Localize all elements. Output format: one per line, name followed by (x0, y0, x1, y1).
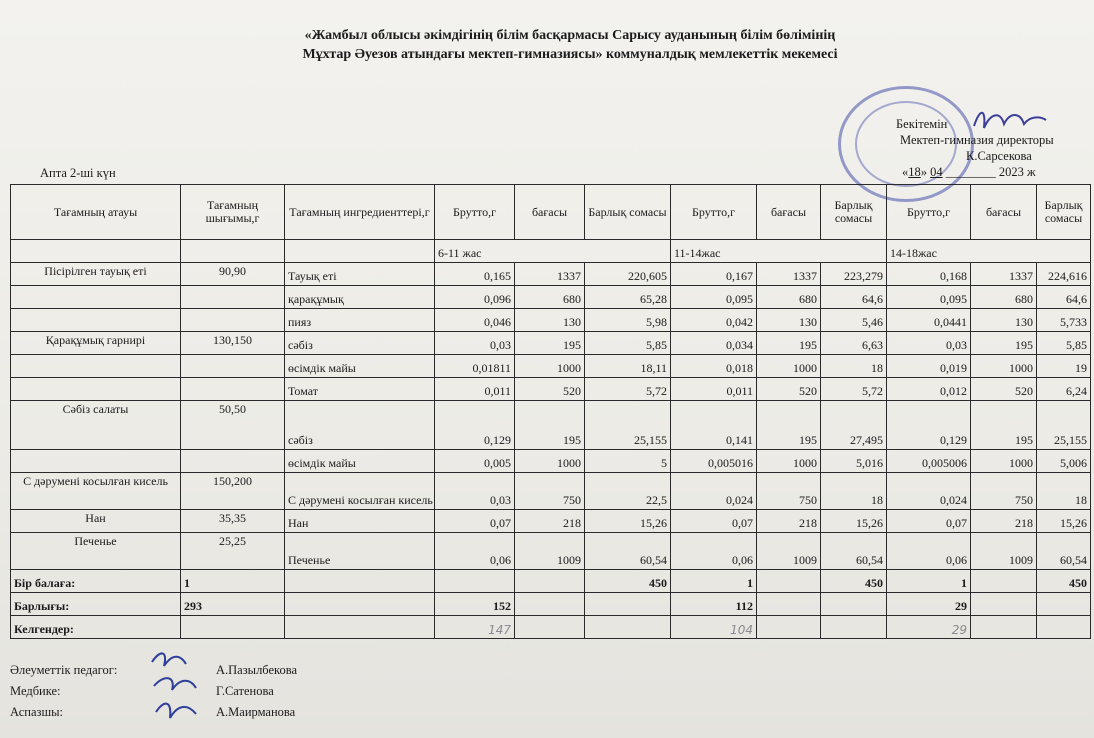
brutto-cell: 0,042 (671, 309, 757, 332)
per-child-total: 450 (585, 570, 671, 593)
price-cell: 218 (971, 510, 1037, 533)
total-cell: 60,54 (821, 533, 887, 570)
total-cell: 64,6 (821, 286, 887, 309)
date-day: 18 (908, 165, 921, 179)
came-row (11, 616, 1091, 639)
price-cell: 195 (757, 401, 821, 450)
age-group: 11-14жас (671, 240, 887, 263)
brutto-cell: 0,165 (435, 263, 515, 286)
ingredient-name: Нан (285, 510, 435, 533)
cook-name: А.Маирманова (216, 705, 296, 719)
dish-yield (181, 378, 285, 401)
brutto-cell: 0,095 (671, 286, 757, 309)
total-cell: 18 (821, 473, 887, 510)
price-cell: 520 (971, 378, 1037, 401)
per-child-count: 1 (181, 570, 285, 593)
per-child-count: 1 (671, 570, 757, 593)
total-cell: 224,616 (1037, 263, 1091, 286)
dish-name: С дәрумені косылған кисель (11, 473, 181, 510)
total-cell: 5,85 (585, 332, 671, 355)
brutto-cell: 0,005006 (887, 450, 971, 473)
dish-name (11, 450, 181, 473)
price-cell: 195 (515, 401, 585, 450)
col-price: бағасы (515, 185, 585, 240)
approval-name: К.Сарсекова (966, 149, 1032, 163)
header-line-1: «Жамбыл облысы әкімдігінің білім басқармасы Сарысу ауданының білім бөлімінің (304, 28, 836, 43)
price-cell: 195 (757, 332, 821, 355)
day-label: Апта 2-ші күн (40, 166, 116, 180)
brutto-cell: 0,095 (887, 286, 971, 309)
total-cell: 5,72 (585, 378, 671, 401)
came-label: Келгендер: (11, 616, 181, 639)
table-row (11, 473, 1091, 510)
brutto-cell: 0,141 (671, 401, 757, 450)
dish-yield: 150,200 (181, 473, 285, 510)
col-dish: Тағамның атауы (11, 185, 181, 240)
ingredient-name: қарақұмық (285, 286, 435, 309)
total-cell: 25,155 (585, 401, 671, 450)
dish-yield: 35,35 (181, 510, 285, 533)
dish-yield (181, 286, 285, 309)
total-cell: 5,46 (821, 309, 887, 332)
brutto-cell: 0,034 (671, 332, 757, 355)
brutto-cell: 0,024 (887, 473, 971, 510)
price-cell: 750 (515, 473, 585, 510)
pedagog-label: Әлеуметтік педагог: (10, 663, 118, 677)
age-group: 6-11 жас (435, 240, 671, 263)
total-cell: 15,26 (1037, 510, 1091, 533)
col-total: Барлық сомасы (1037, 185, 1091, 240)
ingredient-name: Тауық еті (285, 263, 435, 286)
price-cell: 1009 (971, 533, 1037, 570)
price-cell: 520 (757, 378, 821, 401)
price-cell: 1000 (971, 450, 1037, 473)
table-row (11, 286, 1091, 309)
cook-label: Аспазшы: (10, 705, 63, 719)
brutto-cell: 0,06 (435, 533, 515, 570)
total-cell: 65,28 (585, 286, 671, 309)
brutto-cell: 0,019 (887, 355, 971, 378)
price-cell: 195 (515, 332, 585, 355)
table-row (11, 263, 1091, 286)
price-cell: 1337 (515, 263, 585, 286)
price-cell: 680 (515, 286, 585, 309)
dish-name (11, 309, 181, 332)
dish-name (11, 355, 181, 378)
price-cell: 130 (757, 309, 821, 332)
total-cell: 5,006 (1037, 450, 1091, 473)
total-cell: 60,54 (585, 533, 671, 570)
total-all: 293 (181, 593, 285, 616)
dish-yield (181, 355, 285, 378)
total-group: 29 (887, 593, 971, 616)
dish-yield (181, 450, 285, 473)
brutto-cell: 0,005 (435, 450, 515, 473)
pedagog-name: А.Пазылбекова (216, 663, 298, 677)
price-cell: 130 (515, 309, 585, 332)
total-cell: 5,85 (1037, 332, 1091, 355)
date-year: 2023 ж (998, 165, 1036, 179)
price-cell: 750 (757, 473, 821, 510)
price-cell: 195 (971, 401, 1037, 450)
per-child-total: 450 (821, 570, 887, 593)
brutto-cell: 0,011 (671, 378, 757, 401)
dish-name (11, 286, 181, 309)
ingredient-name: С дәрумені косылған кисель (285, 473, 435, 510)
col-ingredients: Тағамның ингредиенттері,г (285, 185, 435, 240)
price-cell: 680 (757, 286, 821, 309)
approval-date: «18» 04 ________ 2023 ж (902, 165, 1036, 179)
header-line-2: Мұхтар Әуезов атындағы мектеп-гимназиясы» коммуналдық мемлекеттік мекемесі (302, 47, 838, 62)
col-yield: Тағамның шығымы,г (181, 185, 285, 240)
approval-title: Бекітемін (896, 117, 948, 131)
nurse-label: Медбике: (10, 684, 61, 698)
ingredient-name: сәбіз (285, 401, 435, 450)
ingredient-name: Томат (285, 378, 435, 401)
ingredient-name: өсімдік майы (285, 450, 435, 473)
col-brutto: Брутто,г (671, 185, 757, 240)
brutto-cell: 0,046 (435, 309, 515, 332)
brutto-cell: 0,07 (671, 510, 757, 533)
price-cell: 1000 (971, 355, 1037, 378)
dish-yield: 50,50 (181, 401, 285, 450)
total-cell: 18,11 (585, 355, 671, 378)
price-cell: 1009 (515, 533, 585, 570)
total-cell: 6,24 (1037, 378, 1091, 401)
header-row (11, 185, 1091, 240)
dish-name: Қарақұмық гарнирі (11, 332, 181, 355)
dish-name: Печенье (11, 533, 181, 570)
total-cell: 5,733 (1037, 309, 1091, 332)
table-row (11, 401, 1091, 450)
ingredient-name: сәбіз (285, 332, 435, 355)
dish-name (11, 378, 181, 401)
dish-yield (181, 309, 285, 332)
price-cell: 218 (515, 510, 585, 533)
brutto-cell: 0,07 (435, 510, 515, 533)
came-group: 29 (887, 616, 971, 639)
brutto-cell: 0,012 (887, 378, 971, 401)
approval-position: Мектеп-гимназия директоры (900, 133, 1054, 147)
brutto-cell: 0,129 (887, 401, 971, 450)
price-cell: 1337 (971, 263, 1037, 286)
dish-yield: 90,90 (181, 263, 285, 286)
menu-table (10, 184, 1091, 639)
ingredient-name: Печенье (285, 533, 435, 570)
total-cell: 18 (1037, 473, 1091, 510)
table-row (11, 533, 1091, 570)
price-cell: 218 (757, 510, 821, 533)
brutto-cell: 0,018 (671, 355, 757, 378)
price-cell: 750 (971, 473, 1037, 510)
table-row (11, 309, 1091, 332)
document-header (160, 26, 980, 64)
total-group: 112 (671, 593, 757, 616)
total-cell: 60,54 (1037, 533, 1091, 570)
price-cell: 130 (971, 309, 1037, 332)
total-cell: 5,016 (821, 450, 887, 473)
table-row (11, 355, 1091, 378)
brutto-cell: 0,011 (435, 378, 515, 401)
col-brutto: Брутто,г (435, 185, 515, 240)
total-cell: 220,605 (585, 263, 671, 286)
price-cell: 1337 (757, 263, 821, 286)
footer-signatures (10, 660, 297, 723)
total-cell: 25,155 (1037, 401, 1091, 450)
dish-yield: 130,150 (181, 332, 285, 355)
col-price: бағасы (757, 185, 821, 240)
total-group: 152 (435, 593, 515, 616)
brutto-cell: 0,03 (887, 332, 971, 355)
total-cell: 22,5 (585, 473, 671, 510)
ingredient-name: өсімдік майы (285, 355, 435, 378)
dish-name: Сәбіз салаты (11, 401, 181, 450)
col-price: бағасы (971, 185, 1037, 240)
ingredient-name: пияз (285, 309, 435, 332)
total-cell: 5,98 (585, 309, 671, 332)
per-child-total: 450 (1037, 570, 1091, 593)
price-cell: 195 (971, 332, 1037, 355)
total-cell: 64,6 (1037, 286, 1091, 309)
price-cell: 1000 (515, 355, 585, 378)
nurse-name: Г.Сатенова (216, 684, 274, 698)
came-group: 147 (435, 616, 515, 639)
came-group: 104 (671, 616, 757, 639)
table-body (11, 263, 1091, 570)
price-cell: 1000 (757, 450, 821, 473)
brutto-cell: 0,167 (671, 263, 757, 286)
table-row (11, 510, 1091, 533)
total-cell: 27,495 (821, 401, 887, 450)
date-month: 04 (930, 165, 943, 179)
per-child-row (11, 570, 1091, 593)
brutto-cell: 0,06 (887, 533, 971, 570)
col-total: Барлық сомасы (585, 185, 671, 240)
price-cell: 520 (515, 378, 585, 401)
price-cell: 1000 (515, 450, 585, 473)
price-cell: 1000 (757, 355, 821, 378)
brutto-cell: 0,024 (671, 473, 757, 510)
table-row (11, 332, 1091, 355)
table-row (11, 450, 1091, 473)
total-cell: 15,26 (585, 510, 671, 533)
total-cell: 5 (585, 450, 671, 473)
dish-yield: 25,25 (181, 533, 285, 570)
per-child-label: Бір балаға: (11, 570, 181, 593)
per-child-count: 1 (887, 570, 971, 593)
price-cell: 1009 (757, 533, 821, 570)
brutto-cell: 0,07 (887, 510, 971, 533)
brutto-cell: 0,096 (435, 286, 515, 309)
total-row (11, 593, 1091, 616)
brutto-cell: 0,06 (671, 533, 757, 570)
dish-name: Пісірілген тауық еті (11, 263, 181, 286)
age-row (11, 240, 1091, 263)
col-brutto: Брутто,г (887, 185, 971, 240)
dish-name: Нан (11, 510, 181, 533)
brutto-cell: 0,129 (435, 401, 515, 450)
brutto-cell: 0,0441 (887, 309, 971, 332)
brutto-cell: 0,03 (435, 473, 515, 510)
total-cell: 19 (1037, 355, 1091, 378)
brutto-cell: 0,03 (435, 332, 515, 355)
total-cell: 18 (821, 355, 887, 378)
total-label: Барлығы: (11, 593, 181, 616)
brutto-cell: 0,168 (887, 263, 971, 286)
total-cell: 6,63 (821, 332, 887, 355)
total-cell: 223,279 (821, 263, 887, 286)
col-total: Барлық сомасы (821, 185, 887, 240)
brutto-cell: 0,005016 (671, 450, 757, 473)
brutto-cell: 0,01811 (435, 355, 515, 378)
age-group: 14-18жас (887, 240, 1091, 263)
table-row (11, 378, 1091, 401)
total-cell: 15,26 (821, 510, 887, 533)
total-cell: 5,72 (821, 378, 887, 401)
approval-block (896, 116, 1086, 180)
price-cell: 680 (971, 286, 1037, 309)
